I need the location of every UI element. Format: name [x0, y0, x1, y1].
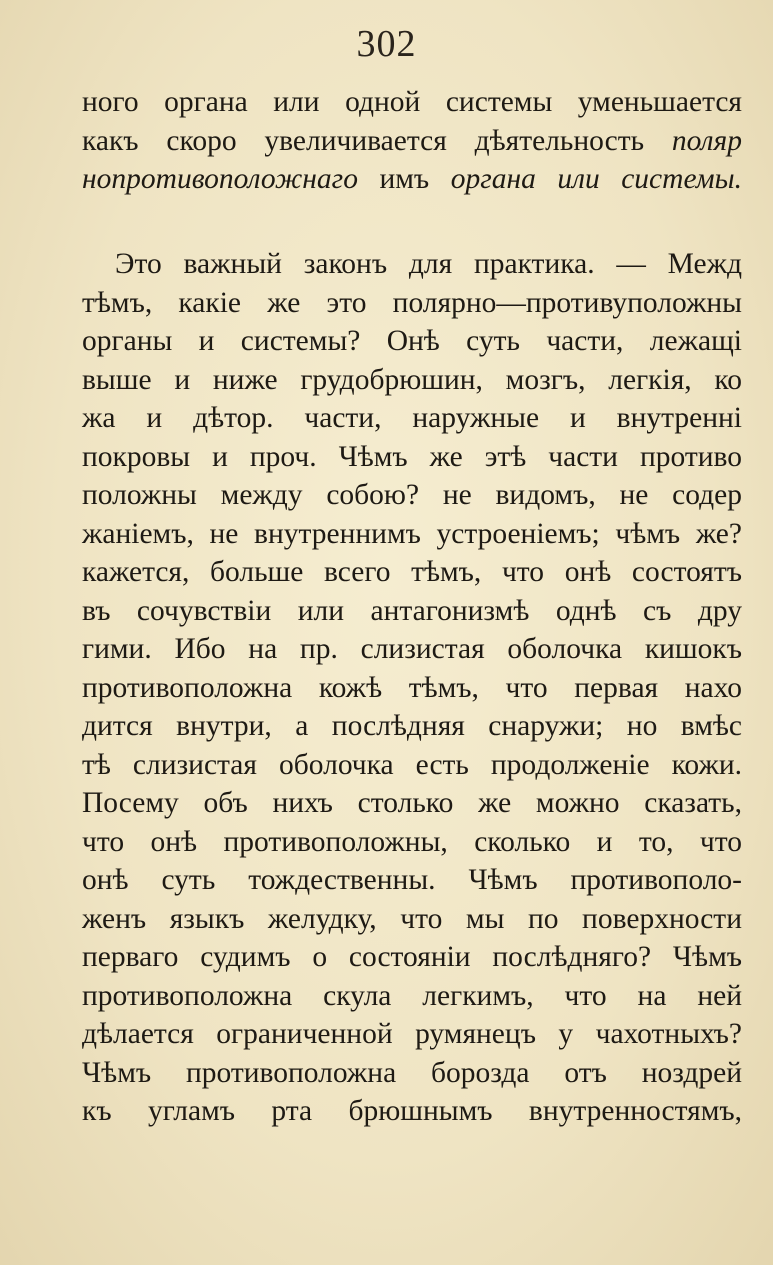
- text-line: гими. Ибо на пр. слизистая оболочка кишокъ: [82, 633, 742, 665]
- text-line: покровы и проч. Чѣмъ же этѣ части противо: [82, 440, 742, 473]
- text-run: имъ: [357, 163, 451, 195]
- text-line: Посему объ нихъ столько же можно сказать,: [82, 787, 742, 819]
- text-line: жаніемъ, не внутреннимъ устроеніемъ; чѣмъ же?: [82, 517, 742, 550]
- text-line: дится внутри, а послѣдняя снаружи; но вмѣс: [82, 710, 742, 742]
- text-line: тѣмъ, какіе же это полярно—противуположны: [82, 286, 742, 319]
- italic-text-run: органа или системы.: [450, 163, 742, 195]
- text-line: Это важный законъ для практика. — Межд: [115, 248, 742, 280]
- text-line: положны между собою? не видомъ, не содер: [82, 479, 742, 511]
- text-line: [82, 83, 742, 122]
- paragraph-1: [82, 83, 742, 199]
- text-line: жа и дѣтор. части, наружные и внутренні: [82, 402, 742, 434]
- text-line: онѣ суть тождественны. Чѣмъ противополо-: [82, 864, 742, 896]
- text-line: къ угламъ рта брюшнымъ внутренностямъ,: [82, 1095, 742, 1127]
- text-run: ного органа или одной системы уменьшается: [82, 86, 742, 118]
- text-line: противоположна скула легкимъ, что на ней: [82, 979, 742, 1012]
- text-line: кажется, больше всего тѣмъ, что онѣ состоятъ: [82, 556, 742, 588]
- paragraph-2: [82, 245, 742, 1131]
- text-line: выше и ниже грудобрюшин, мозгъ, легкія, ко: [82, 363, 742, 396]
- text-line: органы и системы? Онѣ суть части, лежащі: [82, 325, 742, 357]
- text-line: перваго судимъ о состояніи послѣдняго? Чѣмъ: [82, 941, 742, 973]
- text-line: женъ языкъ желудку, что мы по поверхности: [82, 902, 742, 935]
- text-line: въ сочувствіи или антагонизмѣ однѣ съ дру: [82, 594, 742, 627]
- italic-text-run: нопротивоположнаго: [82, 163, 358, 195]
- italic-text-run: поляр: [671, 124, 742, 157]
- page-number: 302: [356, 23, 417, 65]
- text-line: [82, 122, 742, 161]
- text-line: что онѣ противоположны, сколько и то, что: [82, 825, 742, 858]
- text-line: [82, 160, 742, 199]
- text-line: противоположна кожѣ тѣмъ, что первая нахо: [82, 671, 742, 704]
- text-run: какъ скоро увеличивается дѣятельность: [82, 124, 672, 157]
- text-line: дѣлается ограниченной румянецъ у чахотныхъ?: [82, 1018, 742, 1050]
- text-line: тѣ слизистая оболочка есть продолженіе кожи.: [82, 748, 742, 781]
- text-line: Чѣмъ противоположна борозда отъ ноздрей: [82, 1056, 742, 1089]
